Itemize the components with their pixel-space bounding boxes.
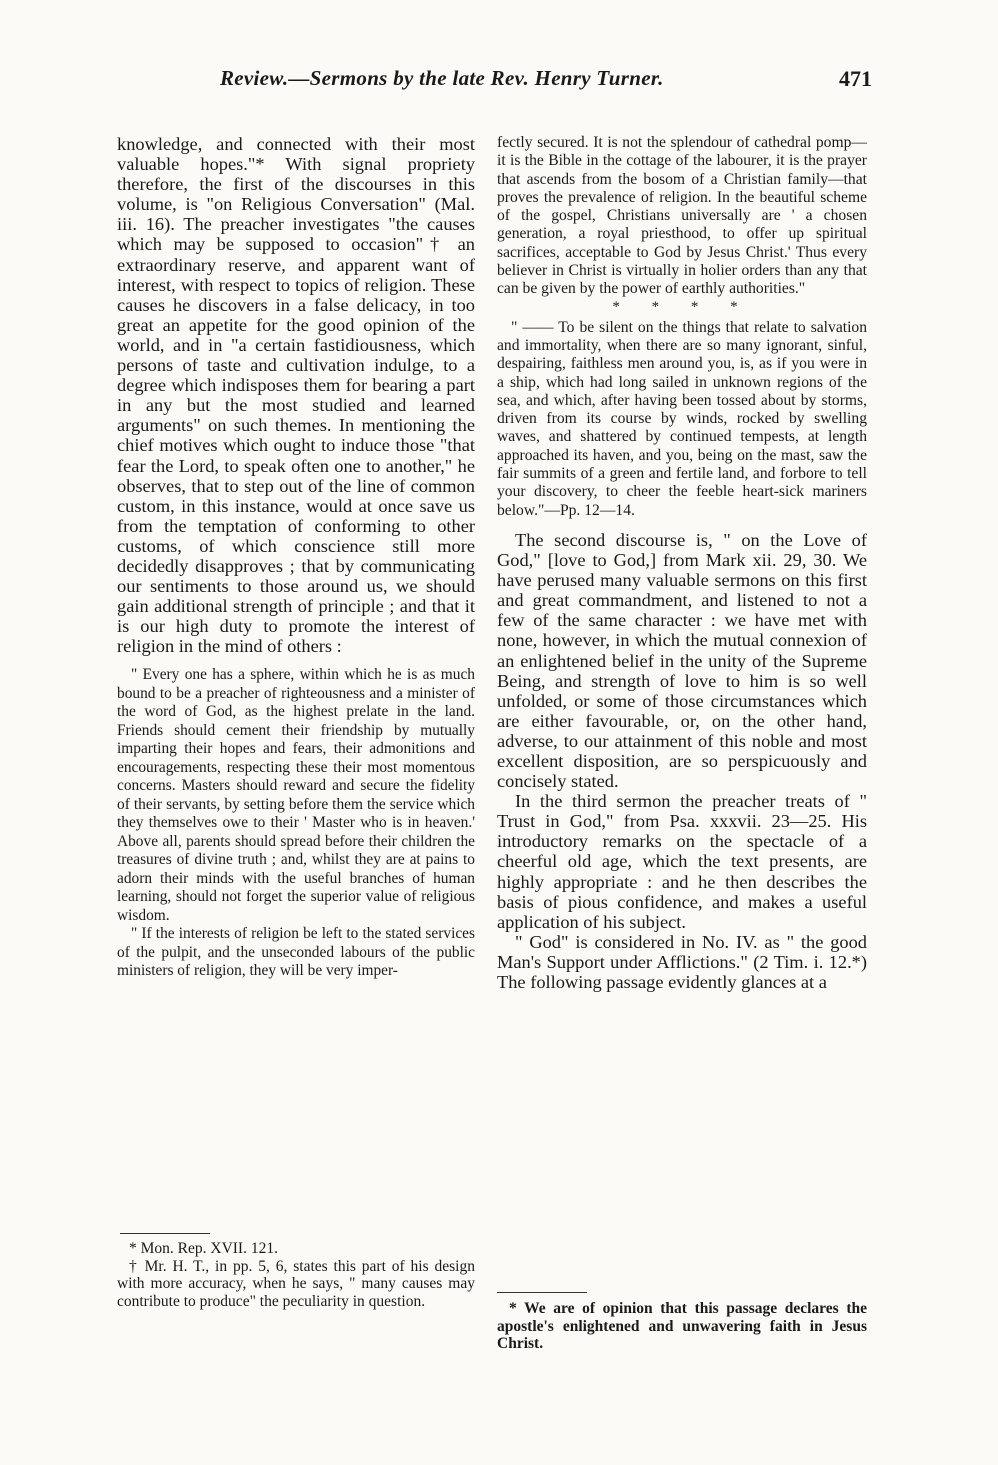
paragraph-trust-in-god: In the third sermon the preacher treats of " Trust in God," from Psa. xxxvii. 23—25. His introductory remarks on the spectacle of a cheerful old age, which the text presents, are highly appropriate : and he then describes the basis of pious confidence, and makes a useful application of his subject. [497, 791, 867, 932]
footnote-star: * Mon. Rep. XVII. 121. [129, 1240, 278, 1257]
footnotes-right [497, 1300, 867, 1353]
footnote-dagger: † Mr. H. T., in pp. 5, 6, states this part of his design with more accuracy, when he says, " many causes may contribute to produce" the peculiarity in question. [117, 1257, 475, 1310]
section-separator-stars: * * * * [612, 298, 752, 315]
quote-silent-on-things: " —— To be silent on the things that relate to salvation and immortality, when there are so many ignorant, sinful, despairing, faithless men around you, is, as if you were in a ship, which had long sailed in unknown regions of the sea, and which, after having been tossed about by storms, driven from its course by winds, rocked by swelling waves, and shattered by continued tempests, at length approached its haven, and you, being on the mast, saw the fair summits of a green and fertile land, and forbore to tell your discovery, to cheer the feeble heart-sick mariners below."—Pp. 12—14. [497, 318, 867, 519]
footnote-rule-left [120, 1233, 210, 1234]
paragraph-support-under-afflictions: " God" is considered in No. IV. as " the good Man's Support under Afflictions." (2 Tim. i. 12.*) The following passage evidently glances at a [497, 931, 867, 992]
right-column [497, 134, 867, 992]
paragraph-religious-conversation: knowledge, and connected with their most valuable hopes."* With signal propriety therefore, the first of the discourses in this volume, is "on Religious Conversation" (Mal. iii. 16). The preacher investigates "the causes which may be supposed to occasion"† an extraordinary reserve, and apparent want of interest, with respect to topics of religion. These causes he discovers in a false delicacy, in too great an appetite for the good opinion of the world, and in "a certain fastidiousness, which persons of taste and cultivation indulge, to a degree which indisposes them for bearing a part in any but the most studied and learned arguments" on such themes. In mentioning the chief motives which ought to induce those "that fear the Lord, to speak often one to another," he observes, that to step out of the line of common custom, in this instance, would at once save us from the temptation of conforming to other customs, of which conscience still more decidedly disapproves ; that by communicating our sentiments to those around us, we should gain additional strength of principle ; and that it is our high duty to promote the interest of religion in the mind of others : [117, 134, 475, 657]
paragraph-love-of-god: The second discourse is, " on the Love of God," [love to God,] from Mark xii. 29, 30. We have perused many valuable sermons on this first and great commandment, and listened to not a few of the same character : we have met with none, however, in which the mutual connexion of an enlightened belief in the unity of the Supreme Being, and strength of love to him is so well unfolded, or some of those circumstances which are either favourable, or, on the other hand, adverse, to our attainment of this noble and most excellent disposition, are so perspicuously and concisely stated. [497, 529, 867, 792]
footnote-rule-right [497, 1292, 587, 1293]
page-number: 471 [839, 66, 872, 91]
running-header [112, 66, 872, 106]
footnote-right-star: * We are of opinion that this passage declares the apostle's enlightened and unwavering faith in Jesus Christ. [497, 1300, 867, 1352]
quote-every-one-has-a-sphere: " Every one has a sphere, within which he is as much bound to be a preacher of righteousness and a minister of the word of God, as the highest prelate in the land. Friends should cement their friendship by mutually imparting their hopes and fears, their admonitions and encouragements, respecting these their most momentous concerns. Masters should reward and secure the fidelity of their servants, by setting before them the service which they themselves owe to their ' Master who is in heaven.' Above all, parents should spread before their children the treasures of divine truth ; and, whilst they are at pains to adorn their minds with the useful branches of human learning, should not forget the superior value of religious wisdom. [117, 666, 475, 924]
quote-interests-of-religion: " If the interests of religion be left to the stated services of the pulpit, and the unseconded labours of the public ministers of religion, they will be very imper- [117, 925, 475, 980]
running-title: Review.—Sermons by the late Rev. Henry Turner. [220, 66, 664, 90]
quote-continuation: fectly secured. It is not the splendour of cathedral pomp—it is the Bible in the cottage of the labourer, it is the prayer that ascends from the bosom of a Christian family—that proves the prevalence of religion. In the beautiful scheme of the gospel, Christians universally are ' a chosen generation, a royal priesthood, to offer up spiritual sacrifices, acceptable to God by Jesus Christ.' Thus every believer in Christ is virtually in holier orders than any that can be given by the power of earthly authorities." [497, 134, 867, 298]
footnotes-left [117, 1240, 475, 1310]
left-column [117, 134, 475, 981]
